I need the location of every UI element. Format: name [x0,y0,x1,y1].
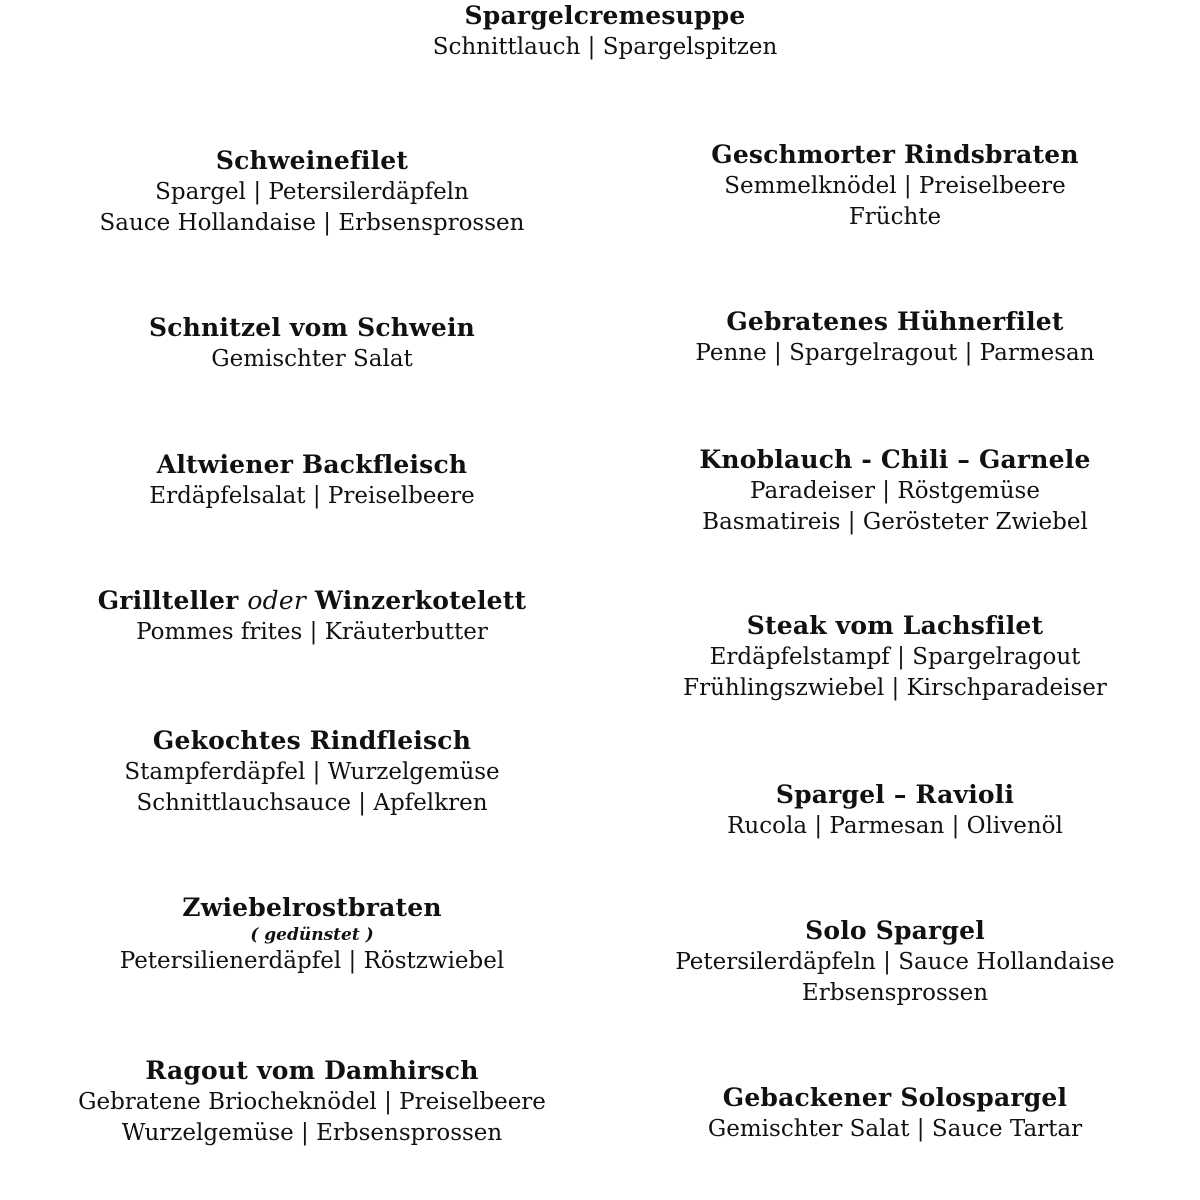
dish-sides: Pommes frites | Kräuterbutter [136,619,488,645]
menu-item-damhirsch [78,1055,546,1149]
menu-item-huehnerfilet [695,306,1094,369]
dish-name: Knoblauch - Chili – Garnele [699,445,1091,474]
dish-name: Zwiebelrostbraten [182,893,442,922]
menu-item-lachsfilet [683,610,1107,704]
menu-item-solo-spargel [675,915,1114,1009]
dish-name-part: Winzerkotelett [314,586,527,615]
dish-sides: Semmelknödel | Preiselbeere [724,173,1066,199]
menu-item-grillteller [98,585,527,648]
dish-sides: Erbsensprossen [801,980,989,1006]
dish-sides: Erdäpfelsalat | Preiselbeere [149,483,475,509]
menu-item-soup [433,0,778,63]
dish-name [98,585,527,617]
dish-sides: Schnittlauch | Spargelspitzen [432,34,778,60]
dish-name-conjunction: oder [247,586,307,615]
dish-sides: Gebratene Briocheknödel | Preiselbeere [78,1089,546,1115]
dish-name: Spargelcremesuppe [464,1,746,30]
dish-sides: Frühlingszwiebel | Kirschparadeiser [683,675,1107,701]
dish-sides: Basmatireis | Gerösteter Zwiebel [702,509,1088,535]
dish-sides: Wurzelgemüse | Erbsensprossen [121,1120,503,1146]
dish-name-part: Grillteller [97,586,239,615]
dish-sides: Spargel | Petersilerdäpfeln [155,179,469,205]
menu-item-schnitzel [149,312,475,375]
dish-sides: Penne | Spargelragout | Parmesan [695,340,1095,366]
menu-item-backfleisch [149,449,474,512]
dish-name: Gebackener Solospargel [722,1083,1068,1112]
dish-name: Schnitzel vom Schwein [148,313,476,342]
menu-item-rindfleisch [124,725,499,819]
dish-sides: Rucola | Parmesan | Olivenöl [727,813,1063,839]
dish-sides: Stampferdäpfel | Wurzelgemüse [124,759,500,785]
dish-sides: Paradeiser | Röstgemüse [750,478,1040,504]
menu-item-ravioli [727,779,1063,842]
dish-name: Ragout vom Damhirsch [145,1056,479,1085]
dish-note: ( gedünstet ) [250,925,374,945]
dish-name: Steak vom Lachsfilet [746,611,1044,640]
menu-item-rindsbraten [711,139,1078,233]
dish-sides: Erdäpfelstampf | Spargelragout [709,644,1081,670]
dish-sides: Petersilienerdäpfel | Röstzwiebel [119,948,505,974]
dish-name: Altwiener Backfleisch [156,450,468,479]
menu-item-solospargel-gebacken [708,1082,1082,1145]
dish-sides: Petersilerdäpfeln | Sauce Hollandaise [675,949,1115,975]
menu-item-schweinefilet [100,145,525,239]
dish-sides: Gemischter Salat | Sauce Tartar [707,1116,1083,1142]
menu-item-zwiebelrostbraten [120,892,505,977]
dish-sides: Sauce Hollandaise | Erbsensprossen [99,210,525,236]
dish-sides: Gemischter Salat [211,346,413,372]
dish-name: Spargel – Ravioli [775,780,1015,809]
dish-name: Schweinefilet [215,146,409,175]
menu-item-garnele [699,444,1090,538]
dish-name: Solo Spargel [805,916,985,945]
dish-sides: Früchte [848,204,942,230]
dish-sides: Schnittlauchsauce | Apfelkren [136,790,488,816]
dish-name: Geschmorter Rindsbraten [711,140,1079,169]
dish-name: Gebratenes Hühnerfilet [726,307,1064,336]
dish-name: Gekochtes Rindfleisch [152,726,472,755]
